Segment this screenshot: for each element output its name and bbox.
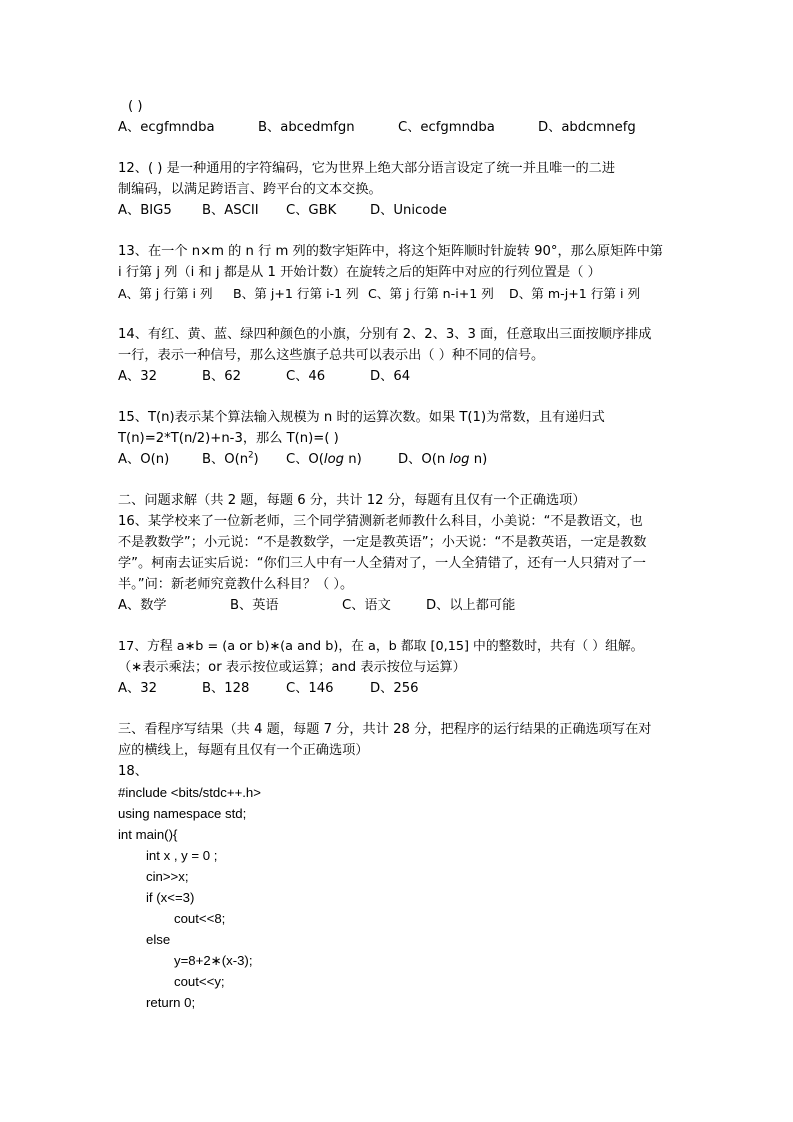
q14-options xyxy=(118,366,678,387)
option-a: A、32 xyxy=(118,369,157,384)
q16-text-line4: 半。”问：新老师究竟教什么科目？（ ）。 xyxy=(118,577,354,592)
code-line: int main(){ xyxy=(118,827,178,842)
code-line: else xyxy=(146,932,171,947)
code-line: cout<<y; xyxy=(174,974,225,989)
q16-text-line1: 16、某学校来了一位新老师，三个同学猜测新老师教什么科目，小美说：“不是教语文，也 xyxy=(118,514,643,529)
q12-options xyxy=(118,200,678,221)
option-b: B、62 xyxy=(202,369,242,384)
option-c: C、GBK xyxy=(286,203,337,218)
q15-text-line1: 15、T(n)表示某个算法输入规模为 n 时的运算次数。如果 T(1)为常数，且有递归式 xyxy=(118,410,605,425)
q14-text-line1: 14、有红、黄、蓝、绿四种颜色的小旗，分别有 2、2、3、3 面，任意取出三面按顺序排成 xyxy=(118,327,652,342)
option-a: A、32 xyxy=(118,681,157,696)
code-line: #include <bits/stdc++.h> xyxy=(118,785,261,800)
q13-options xyxy=(118,283,678,304)
option-d: D、Unicode xyxy=(370,203,447,218)
q17-options xyxy=(118,678,678,699)
option-a: A、O(n) xyxy=(118,452,170,467)
q18-code-block xyxy=(118,782,678,1013)
q11-paren: ( ) xyxy=(128,99,143,114)
q16-options xyxy=(118,595,678,616)
option-b: B、abcedmfgn xyxy=(258,120,355,135)
option-c: C、ecfgmndba xyxy=(398,120,495,135)
q17-text-line2: （∗表示乘法；or 表示按位或运算；and 表示按位与运算） xyxy=(118,660,466,675)
option-b: B、$O(n^2)$ xyxy=(202,450,259,467)
q16-text-line3: 学”。柯南去证实后说：“你们三人中有一人全猜对了，一人全猜错了，还有一人只猜对了一 xyxy=(118,556,646,571)
option-d: D、64 xyxy=(370,369,411,384)
q12-text-line1: 12、( ) 是一种通用的字符编码，它为世界上绝大部分语言设定了统一并且唯一的二进 xyxy=(118,161,616,176)
q15-text-line2: T(n)=2*T(n/2)+n-3，那么 T(n)=( ) xyxy=(118,431,339,446)
option-b: B、128 xyxy=(202,681,250,696)
option-d: D、以上都可能 xyxy=(426,598,516,613)
superscript-2: 2 xyxy=(248,450,254,461)
option-d: D、O(n log n) xyxy=(398,452,488,467)
option-a: A、第 j 行第 i 列 xyxy=(118,286,213,301)
code-line: return 0; xyxy=(146,995,196,1010)
code-line: int x , y = 0 ; xyxy=(146,848,218,863)
option-b: B、英语 xyxy=(230,598,279,613)
option-a: A、数学 xyxy=(118,598,167,613)
option-a: A、BIG5 xyxy=(118,203,172,218)
q16-text-line2: 不是教数学”；小元说：“不是教数学，一定是教英语”；小天说：“不是教英语，一定是教数 xyxy=(118,535,647,550)
q15-options xyxy=(118,449,678,470)
exam-page xyxy=(118,96,678,1013)
option-c: C、146 xyxy=(286,681,334,696)
option-d: D、第 m-j+1 行第 i 列 xyxy=(509,286,641,301)
section2-heading: 二、问题求解（共 2 题，每题 6 分，共计 12 分，每题有且仅有一个正确选项） xyxy=(118,493,586,508)
option-c: C、语文 xyxy=(342,598,391,613)
option-d: D、256 xyxy=(370,681,419,696)
q11-options xyxy=(118,117,678,138)
section3-heading-line1: 三、看程序写结果（共 4 题，每题 7 分，共计 28 分，把程序的运行结果的正确选项写在对 xyxy=(118,722,652,737)
option-c: C、第 j 行第 n-i+1 列 xyxy=(368,286,494,301)
q13-text-line2: i 行第 j 列（i 和 j 都是从 1 开始计数）在旋转之后的矩阵中对应的行列位置是（ ） xyxy=(118,265,601,280)
code-line: cout<<8; xyxy=(174,911,226,926)
code-line: cin>>x; xyxy=(146,869,189,884)
q14-text-line2: 一行，表示一种信号，那么这些旗子总共可以表示出（ ）种不同的信号。 xyxy=(118,348,545,363)
q12-text-line2: 制编码，以满足跨语言、跨平台的文本交换。 xyxy=(118,182,382,197)
option-d: D、abdcmnefg xyxy=(538,120,636,135)
q13-text-line1: 13、在一个 n×m 的 n 行 m 列的数字矩阵中，将这个矩阵顺时针旋转 90°，那么原矩阵中第 xyxy=(118,244,663,259)
option-a: A、ecgfmndba xyxy=(118,120,215,135)
section3-heading-line2: 应的横线上，每题有且仅有一个正确选项） xyxy=(118,743,369,758)
option-c: C、O(log n) xyxy=(286,452,362,467)
code-line: using namespace std; xyxy=(118,806,247,821)
option-c: C、46 xyxy=(286,369,326,384)
code-line: if (x<=3) xyxy=(146,890,195,905)
option-b: B、ASCII xyxy=(202,203,259,218)
q17-text-line1: 17、方程 a∗b = (a or b)∗(a and b)，在 a，b 都取 [0,15] 中的整数时，共有（ ）组解。 xyxy=(118,639,644,654)
q18-number: 18、 xyxy=(118,764,148,779)
code-line: y=8+2∗(x-3); xyxy=(174,953,253,968)
option-b: B、第 j+1 行第 i-1 列 xyxy=(233,286,359,301)
